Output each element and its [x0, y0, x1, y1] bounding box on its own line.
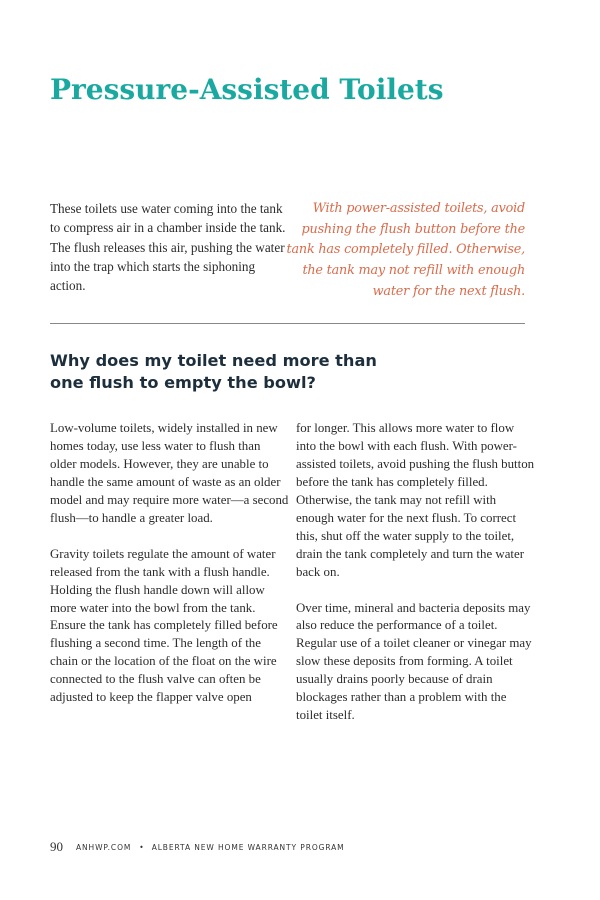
- body-paragraph: for longer. This allows more water to flow into the bowl with each flush. With power-assisted toilets, avoid pushing the flush button before the tank has completely filled. Otherwise, the tank may not refill with enough water for the next flush. To correct this, shut off the water supply to the toilet, drain the tank completely and turn the water back on.: [296, 421, 535, 579]
- page-number: 90: [50, 839, 63, 854]
- section-heading: Why does my toilet need more than one flush to empty the bowl?: [50, 351, 377, 392]
- page-footer: [50, 840, 345, 854]
- body-column-left: [50, 420, 290, 707]
- body-column-right: [296, 420, 536, 725]
- body-paragraph: Gravity toilets regulate the amount of water released from the tank with a flush handle. Holding the flush handle down will allow more water into the bowl from the tank. Ensure the tank has completely filled before flushing a second time. The length of the chain or the location of the float on the wire connected to the flush valve can often be adjusted to keep the flapper valve open: [50, 546, 278, 705]
- footer-separator: •: [139, 842, 144, 852]
- callout-quote: With power-assisted toilets, avoid pushing the flush button before the tank has completely filled. Otherwise, the tank may not refill with enough water for the next flush.: [286, 201, 525, 299]
- paragraph-gap: [50, 528, 290, 546]
- intro-paragraph: These toilets use water coming into the tank to compress air in a chamber inside the tank. The flush releases this air, pushing the water into the trap which starts the siphoning action.: [50, 201, 286, 294]
- paragraph-gap: [296, 582, 536, 600]
- section-divider: [50, 323, 525, 324]
- footer-website: ANHWP.COM: [76, 842, 132, 852]
- body-paragraph: Low-volume toilets, widely installed in new homes today, use less water to flush than older models. However, they are unable to handle the same amount of waste as an older model and may require more water—a second flush—to handle a greater load.: [50, 421, 289, 525]
- page-title: Pressure-Assisted Toilets: [50, 73, 444, 106]
- footer-organization: ALBERTA NEW HOME WARRANTY PROGRAM: [151, 842, 345, 852]
- body-paragraph: Over time, mineral and bacteria deposits may also reduce the performance of a toilet. Regular use of a toilet cleaner or vinegar may slow these deposits from forming. A toilet usually drains poorly because of drain blockages rather than a problem with the toilet itself.: [296, 600, 532, 723]
